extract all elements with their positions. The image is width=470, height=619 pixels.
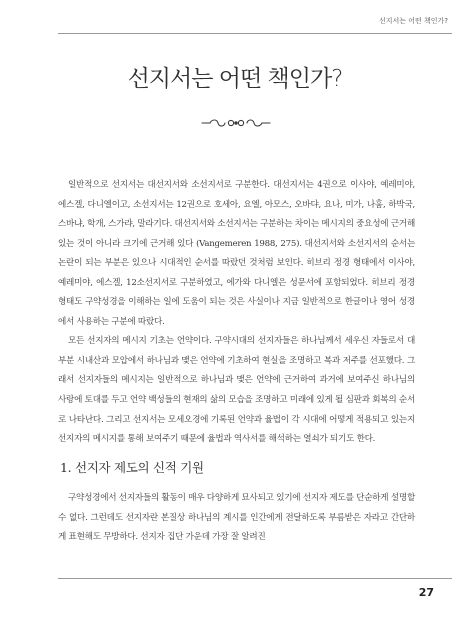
section-body-text [58,489,415,548]
footer-rule [58,578,452,579]
body-text [58,176,415,450]
running-head: 선지서는 어떤 책인가? [378,17,448,25]
body-paragraph: 구약성경에서 선지자들의 활동이 매우 다양하게 묘사되고 있기에 선지자 제도를 단순하게 설명할 수 없다. 그런데도 선지자란 본질상 하나님의 계시를 인간에게 전달하도록 부름받은 자라고 간단하게 표현해도 무방하다. 선지자 집단 가운데 가장 잘 알려진 [58,493,415,543]
body-paragraph: 모든 선지자의 메시지 기초는 언약이다. 구약시대의 선지자들은 하나님께서 세우신 자들로서 대부분 시내산과 모압에서 하나님과 맺은 언약에 기초하여 현실을 조명하고 복과 저주를 선포했다. 그래서 선지자들의 메시지는 일반적으로 하나님과 맺은 언약에 근거하여 과거에 보여주신 하나님의 사랑에 토대를 두고 언약 백성들의 현재의 삶의 모습을 조명하고 미래에 있게 될 심판과 회복의 순서로 나타난다. 그리고 선지서는 모세오경에 기록된 언약과 율법이 각 시대에 어떻게 적용되고 있는지 선지자의 메시지를 통해 보여주기 때문에 율법과 역사서를 해석하는 열쇠가 되기도 한다. [58,336,415,445]
page-number: 27 [418,586,434,599]
section-heading: 1. 선지자 제도의 신적 기원 [60,460,204,475]
chapter-title: 선지서는 어떤 책인가? [127,66,343,92]
body-paragraph: 일반적으로 선지서는 대선지서와 소선지서로 구분한다. 대선지서는 4권으로 이사야, 예레미야, 에스겔, 다니엘이고, 소선지서는 12권으로 호세아, 요엘, 아모스, 오바댜, 요나, 미가, 나훔, 하박국, 스바냐, 학개, 스가랴, 말라기다. 대선지서와 소선지서는 구분하는 차이는 메시지의 중요성에 근거해 있는 것이 아니라 크기에 근거해 있다 (Vangemeren 1988, 275). 대선지서와 소선지서의 순서는 논란이 되는 부분은 있으나 시대적인 순서를 따랐던 것처럼 보인다. 히브리 정경 형태에서 이사야, 예레미야, 에스겔, 12소선지서로 구분하였고, 에가와 다니엘은 성문서에 포함되었다. 히브리 정경 형태도 구약성경을 이해하는 일에 도움이 되는 것은 사실이나 지금 일반적으로 한글이나 영어 성경에서 사용하는 구분에 따랐다. [58,180,415,327]
header-rule [58,33,452,34]
decorative-flourish-icon [200,114,272,132]
